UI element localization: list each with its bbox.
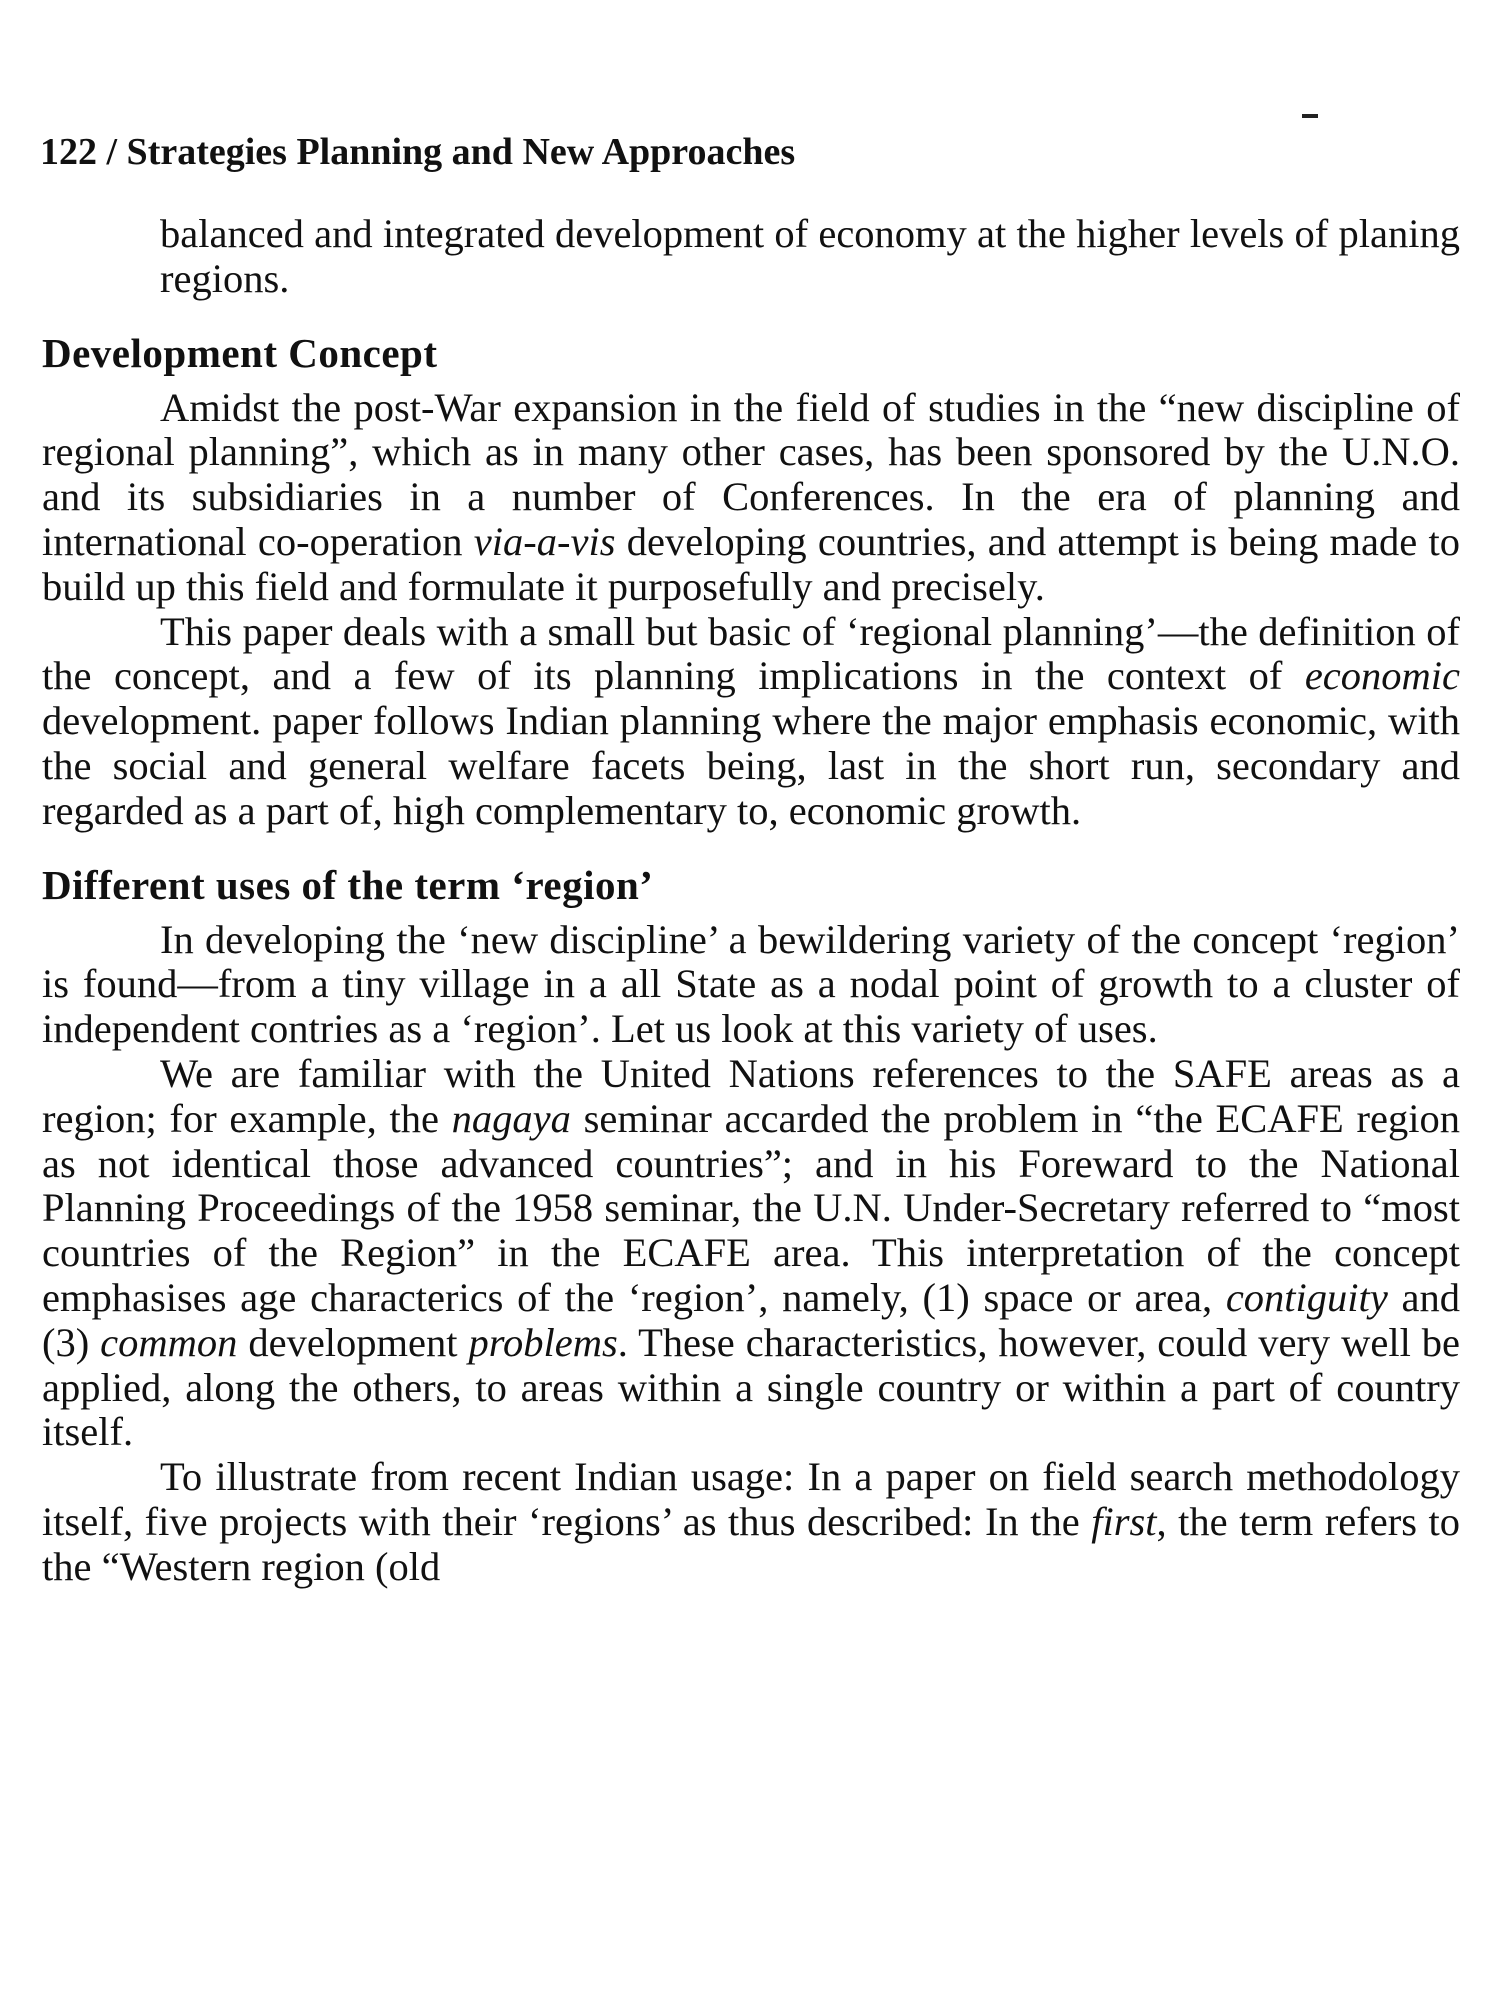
emphasis-nagaya: nagaya (451, 1095, 571, 1141)
emphasis-problems: problems (468, 1319, 618, 1365)
paragraph-development-1-text: Amidst the post-War expansion in the field of studies in the “new discipline of regional planning”, which as in many other cases, has been sponsored by the U.N.O. and its subsidiaries in a number of Conferences. In the era of planning and international co-operation (42, 384, 1460, 564)
paragraph-region-2-text-c: and (3) (42, 1274, 1460, 1365)
paragraph-region-1: In developing the ‘new discipline’ a bewildering variety of the concept ‘region’ is found—from a tiny village in a all State as a nodal point of growth to a cluster of independent contries as a ‘region’. Let us look at this variety of uses. (42, 916, 1460, 1052)
paragraph-region-2-text-d: development (237, 1319, 469, 1365)
paragraph-development-2-text-b: development. paper follows Indian planning where the major emphasis economic, with the social and general welfare facets being, last in the short run, secondary and regarded as a part of, high complementary to, economic growth. (42, 698, 1460, 833)
emphasis-via-a-vis: via-a-vis (473, 518, 616, 564)
paragraph-region-2 (42, 1052, 1460, 1455)
emphasis-economic: economic (1304, 653, 1460, 699)
paragraph-region-2-text-b: seminar accarded the problem in “the ECAFE region as not identical those advanced countries”; and in his Foreward to the National Planning Proceedings of the 1958 seminar, the U.N. Under-Secretary referred to “most countries of the Region” in the ECAFE area. This interpretation of the concept emphasises age characterics of the ‘region’, namely, (1) space or area, (42, 1095, 1460, 1320)
paragraph-region-3 (42, 1455, 1460, 1589)
page-body (42, 212, 1460, 1590)
emphasis-contiguity: contiguity (1225, 1274, 1388, 1320)
paragraph-region-3-text-a: To illustrate from recent Indian usage: In a paper on field search methodology itself, five projects with their ‘regions’ as thus described: In the (42, 1454, 1460, 1544)
paragraph-region-2-text-a: We are familiar with the United Nations references to the SAFE areas as a region; for example, the (42, 1050, 1460, 1141)
paragraph-development-1-text-b: developing countries, and attempt is being made to build up this field and formulate it purposefully and precisely. (42, 518, 1460, 609)
scan-speck (1302, 114, 1318, 118)
intro-paragraph: balanced and integrated development of economy at the higher levels of planing regions. (160, 211, 1460, 301)
heading-uses-of-region: Different uses of the term ‘region’ (42, 861, 654, 908)
emphasis-common: common (100, 1319, 238, 1365)
paragraph-region-3-text-b: , the term refers to the “Western region (old (42, 1498, 1460, 1589)
paragraph-development-1 (42, 386, 1460, 610)
paragraph-region-2-text-e: . These characteristics, however, could very well be applied, along the others, to areas within a single country or within a part of country itself. (42, 1319, 1460, 1455)
emphasis-first: first (1091, 1498, 1157, 1544)
heading-development-concept: Development Concept (42, 329, 438, 376)
paragraph-development-2 (42, 610, 1460, 834)
paragraph-development-2-text-a: This paper deals with a small but basic of ‘regional planning’—the definition of the concept, and a few of its planning implications in the context of (42, 608, 1460, 699)
running-head: 122 / Strategies Planning and New Approaches (40, 131, 796, 173)
